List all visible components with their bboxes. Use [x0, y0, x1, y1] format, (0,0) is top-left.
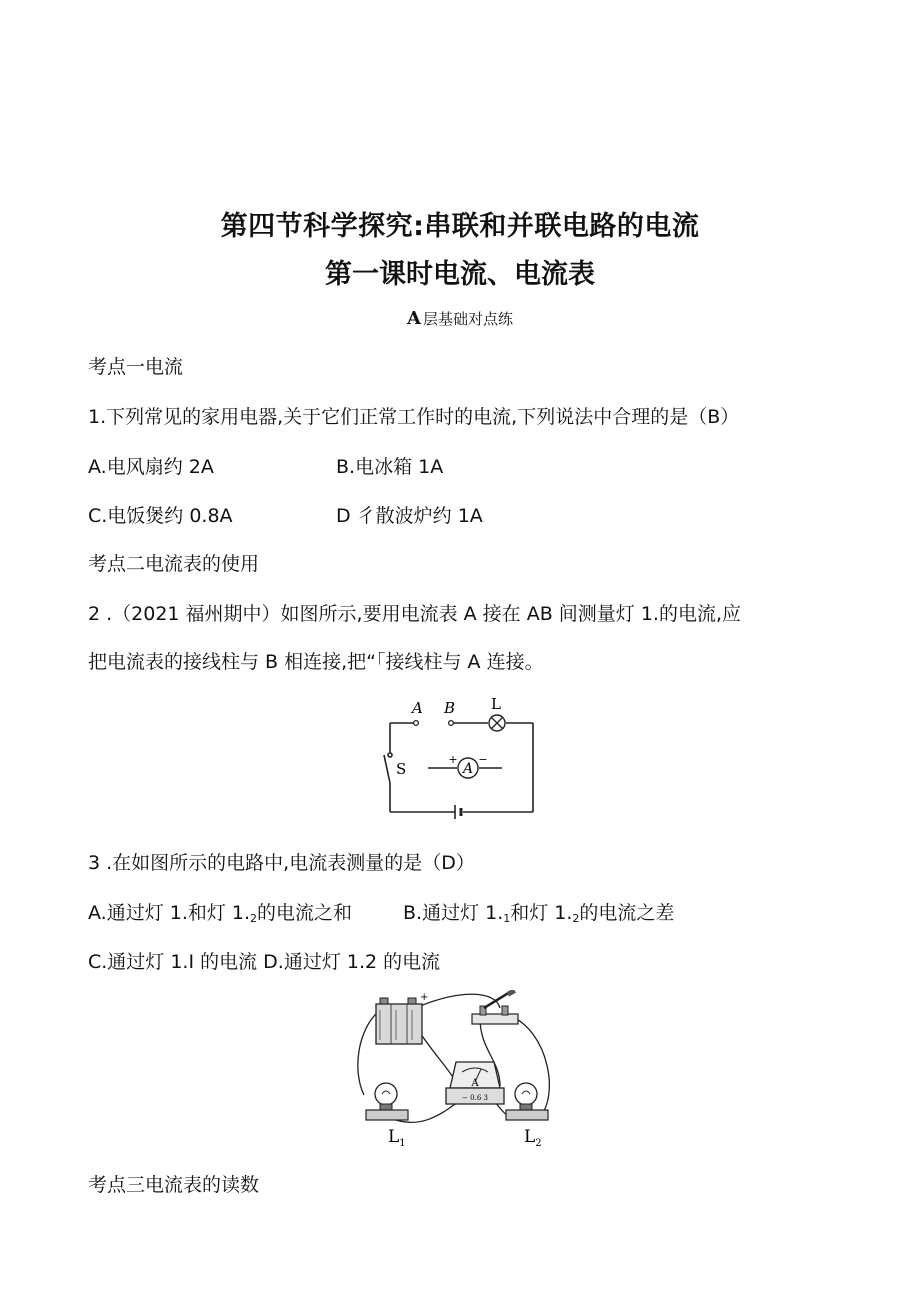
question-2-line-1: 2 .（2021 福州期中）如图所示,要用电流表 A 接在 AB 间测量灯 1.的电流,应	[88, 603, 741, 625]
page-title: 第四节科学探究:串联和并联电路的电流	[220, 211, 700, 242]
l2-letter: L	[524, 1127, 536, 1147]
lamp-l1-label	[388, 1127, 406, 1148]
opt-a-text-post: 的电流之和	[257, 902, 353, 924]
question-1-option-d: D 彳散波炉约 1A	[336, 505, 483, 527]
l1-letter: L	[388, 1127, 400, 1147]
question-2-line-2: 把电流表的接线柱与 B 相连接,把“「接线柱与 A 连接。	[88, 651, 544, 673]
label-s: S	[396, 760, 407, 778]
opt-a-text-pre: A.通过灯 1.和灯 1.	[88, 902, 251, 924]
circuit-diagram-figure	[380, 695, 550, 820]
section-heading-3: 考点三电流表的读数	[88, 1174, 260, 1196]
question-3-option-a	[88, 898, 352, 925]
ammeter-minus: −	[478, 753, 488, 766]
opt-a-sub: 2	[250, 912, 258, 925]
opt-b-sub-2: 2	[572, 912, 580, 925]
question-3-option-b	[403, 898, 674, 925]
meter-letter: A	[471, 1078, 479, 1089]
l1-sub: 1	[399, 1138, 406, 1148]
label-a: A	[412, 699, 423, 717]
level-heading	[0, 308, 920, 329]
lamp-symbol	[489, 715, 505, 731]
opt-b-text-mid: 和灯 1.	[510, 902, 573, 924]
section-heading-2: 考点二电流表的使用	[88, 553, 260, 575]
lamp-l2	[506, 1083, 548, 1120]
battery-plus: +	[420, 992, 429, 1003]
opt-b-sub-1: 1	[503, 912, 511, 925]
label-l: L	[491, 695, 501, 713]
opt-b-text-post: 的电流之差	[579, 902, 675, 924]
lamp-l1	[366, 1083, 408, 1120]
level-prefix: A	[407, 308, 421, 329]
terminal-b	[449, 721, 454, 726]
l2-sub: 2	[535, 1138, 542, 1148]
terminal-a	[414, 721, 419, 726]
physical-circuit-figure	[350, 990, 565, 1148]
page-subtitle: 第一课时电流、电流表	[325, 259, 595, 290]
opt-b-text-pre: B.通过灯 1.	[403, 902, 504, 924]
ammeter-letter: A	[462, 761, 474, 777]
question-3-stem: 3 .在如图所示的电路中,电流表测量的是（D）	[88, 852, 475, 874]
lamp-l2-label	[524, 1127, 542, 1148]
level-text: 层基础对点练	[422, 310, 513, 328]
question-3-options-cd: C.通过灯 1.I 的电流 D.通过灯 1.2 的电流	[88, 951, 441, 973]
label-b: B	[444, 699, 456, 717]
question-1-option-b: B.电冰箱 1A	[336, 456, 444, 478]
section-heading-1: 考点一电流	[88, 356, 184, 378]
ammeter-plus: +	[448, 753, 458, 766]
question-1-option-c: C.电饭煲约 0.8A	[88, 505, 233, 527]
battery-pack	[376, 998, 422, 1044]
question-1-stem: 1.下列常见的家用电器,关于它们正常工作时的电流,下列说法中合理的是（B）	[88, 406, 740, 428]
question-1-option-a: A.电风扇约 2A	[88, 456, 214, 478]
meter-scale: − 0.6 3	[462, 1094, 488, 1102]
